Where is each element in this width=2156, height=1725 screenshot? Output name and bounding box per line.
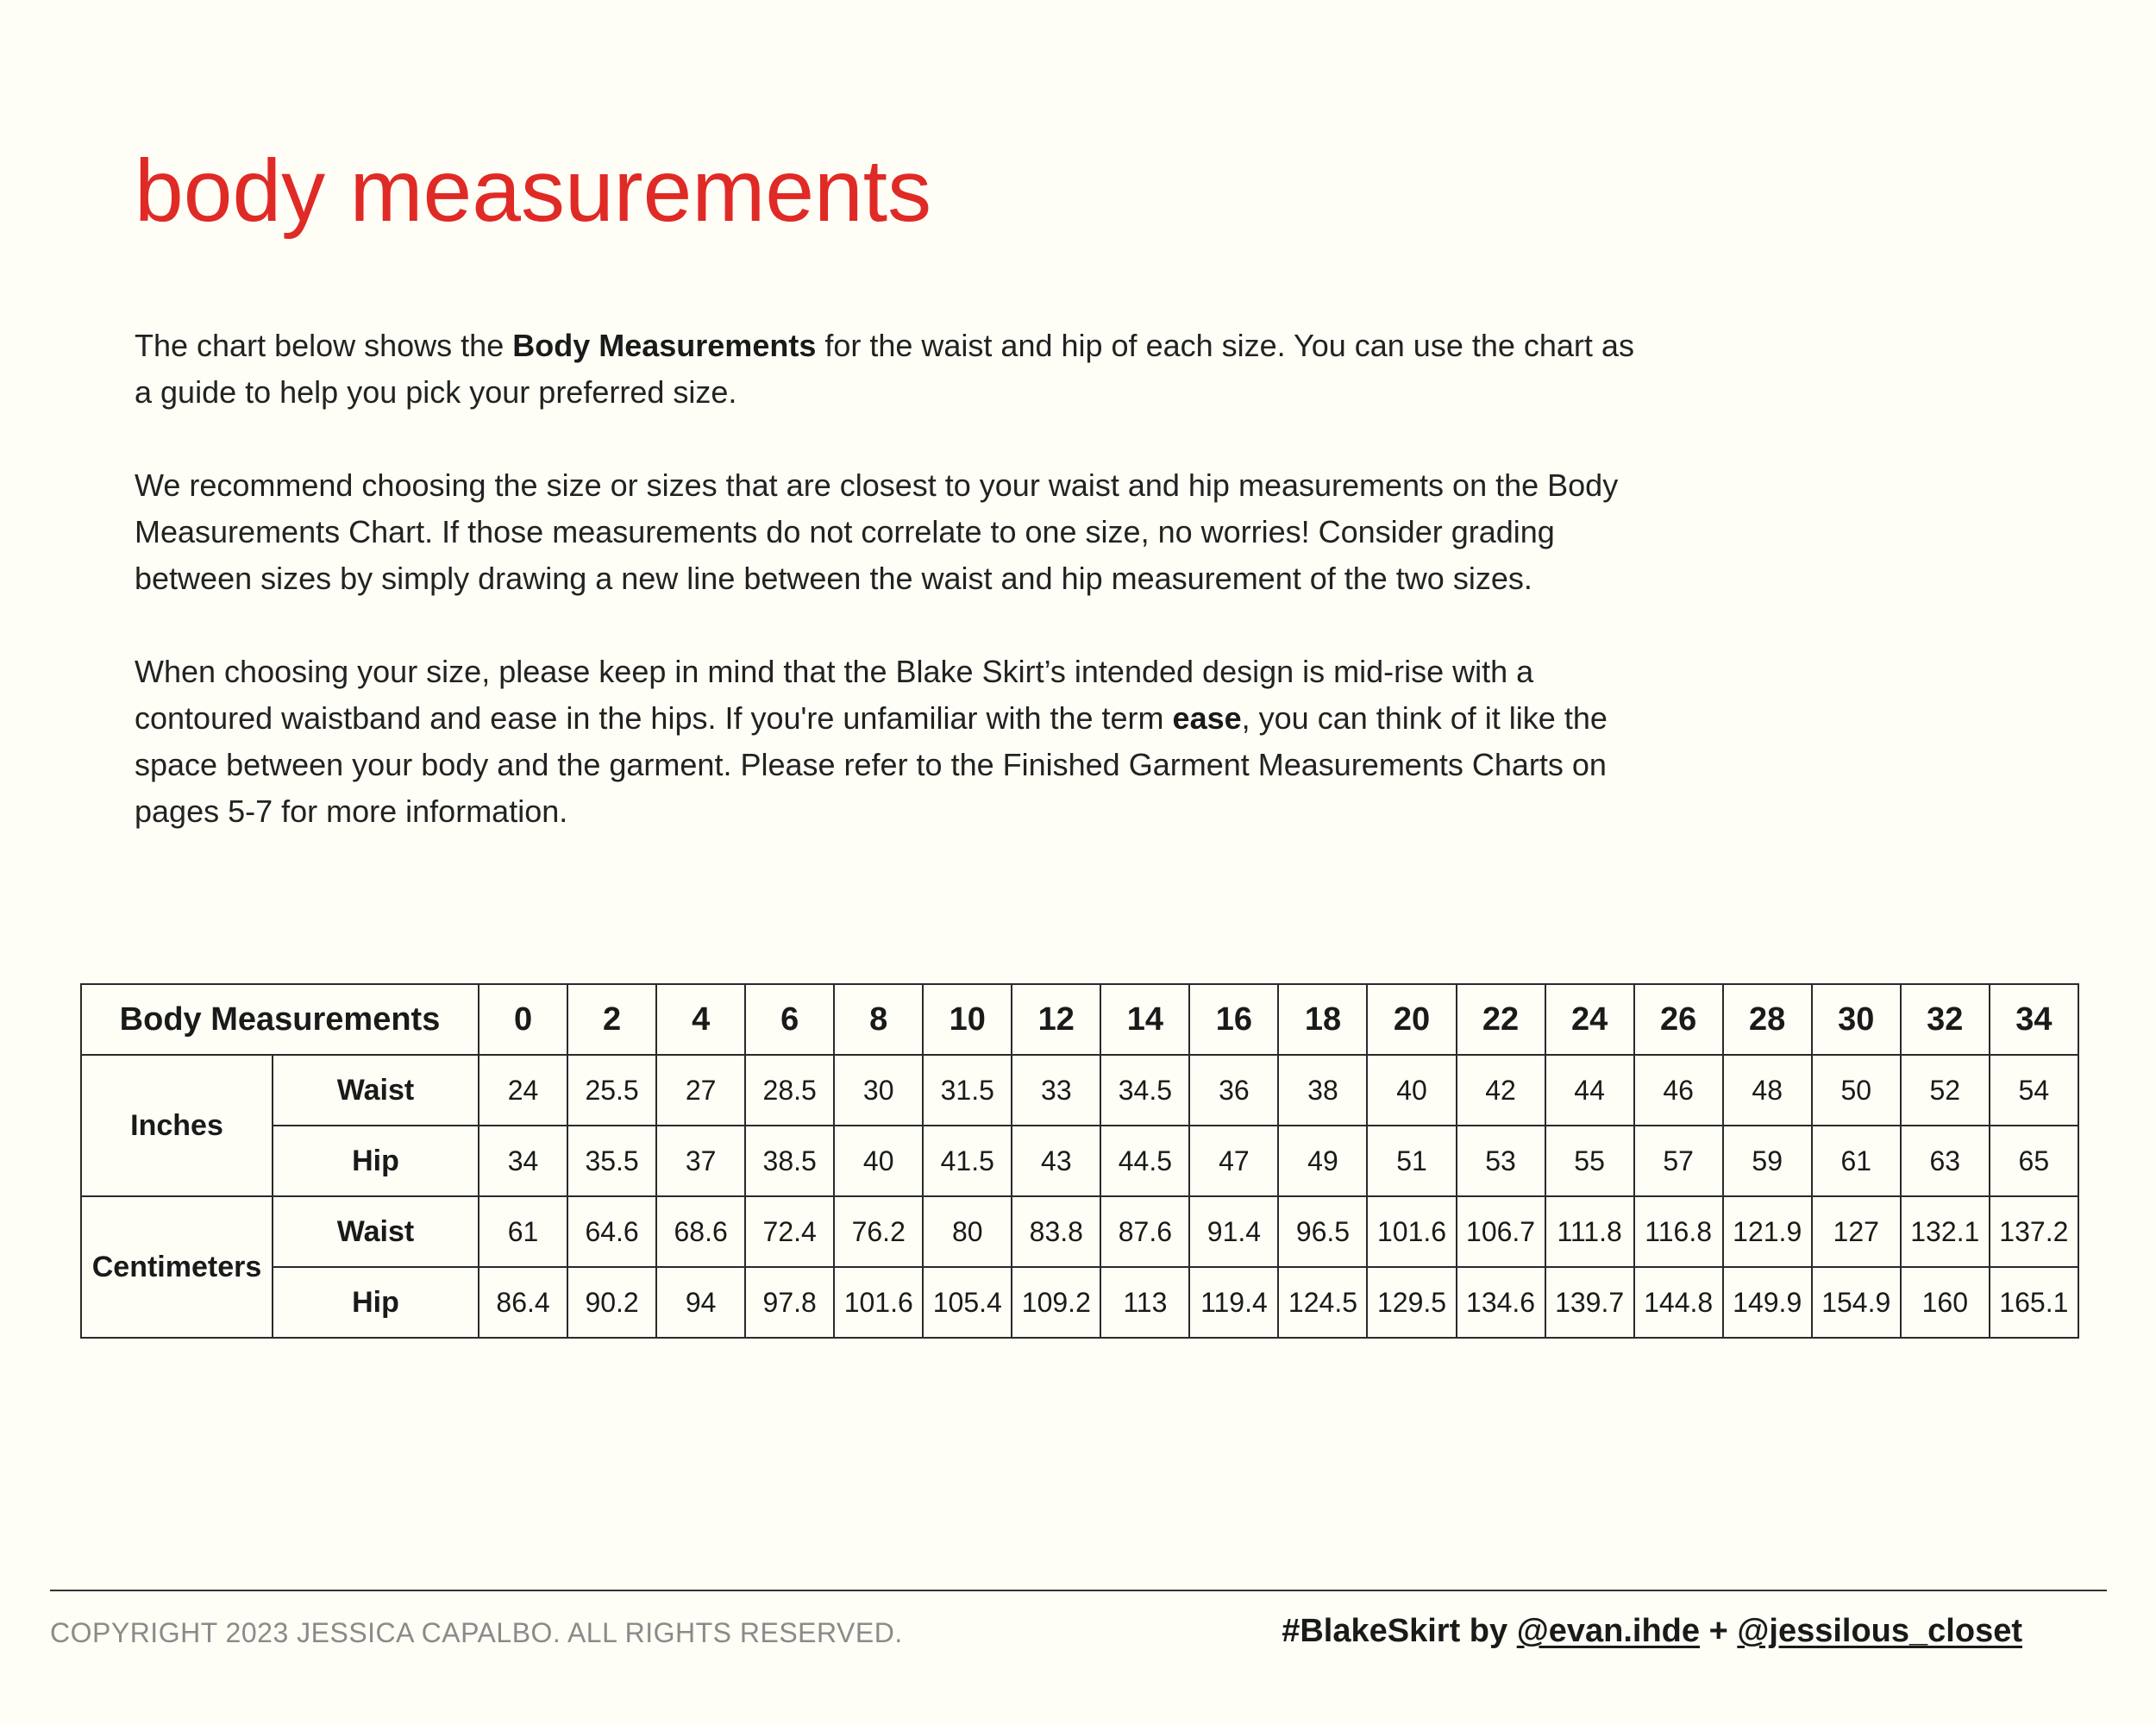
measurement-label: Waist xyxy=(273,1196,479,1267)
measurement-cell: 144.8 xyxy=(1634,1267,1723,1338)
size-header-cell: 22 xyxy=(1457,984,1545,1055)
measurement-cell: 96.5 xyxy=(1278,1196,1367,1267)
measurement-cell: 25.5 xyxy=(567,1055,656,1126)
size-header-cell: 32 xyxy=(1901,984,1990,1055)
intro-text xyxy=(135,323,1652,881)
size-header-cell: 14 xyxy=(1100,984,1189,1055)
measurement-cell: 48 xyxy=(1723,1055,1812,1126)
size-header-cell: 34 xyxy=(1990,984,2078,1055)
plus-separator: + xyxy=(1700,1613,1738,1649)
measurement-cell: 40 xyxy=(834,1126,923,1196)
measurement-cell: 72.4 xyxy=(745,1196,834,1267)
measurement-cell: 49 xyxy=(1278,1126,1367,1196)
measurement-cell: 61 xyxy=(1812,1126,1901,1196)
measurement-cell: 50 xyxy=(1812,1055,1901,1126)
measurement-cell: 37 xyxy=(656,1126,745,1196)
size-header-cell: 16 xyxy=(1189,984,1278,1055)
measurement-cell: 44 xyxy=(1545,1055,1634,1126)
measurement-cell: 40 xyxy=(1367,1055,1456,1126)
measurement-cell: 38 xyxy=(1278,1055,1367,1126)
measurement-cell: 121.9 xyxy=(1723,1196,1812,1267)
measurement-cell: 36 xyxy=(1189,1055,1278,1126)
measurement-cell: 54 xyxy=(1990,1055,2078,1126)
measurement-label: Hip xyxy=(273,1126,479,1196)
size-header-cell: 24 xyxy=(1545,984,1634,1055)
measurement-cell: 35.5 xyxy=(567,1126,656,1196)
size-header-cell: 10 xyxy=(923,984,1012,1055)
measurement-cell: 27 xyxy=(656,1055,745,1126)
table-corner-label: Body Measurements xyxy=(81,984,479,1055)
size-header-cell: 4 xyxy=(656,984,745,1055)
measurement-cell: 160 xyxy=(1901,1267,1990,1338)
measurement-cell: 91.4 xyxy=(1189,1196,1278,1267)
measurement-cell: 154.9 xyxy=(1812,1267,1901,1338)
intro-paragraph-2: We recommend choosing the size or sizes that are closest to your waist and hip measurements on the Body Measurements Chart. If those measurements do not correlate to one size, no worries! Consider grading between sizes by simply drawing a new line between the waist and hip measurement of the two sizes. xyxy=(135,467,1619,596)
measurement-cell: 44.5 xyxy=(1100,1126,1189,1196)
measurement-cell: 43 xyxy=(1012,1126,1100,1196)
measurement-cell: 132.1 xyxy=(1901,1196,1990,1267)
measurement-cell: 111.8 xyxy=(1545,1196,1634,1267)
measurement-cell: 101.6 xyxy=(1367,1196,1456,1267)
measurement-cell: 119.4 xyxy=(1189,1267,1278,1338)
measurement-cell: 64.6 xyxy=(567,1196,656,1267)
measurement-cell: 124.5 xyxy=(1278,1267,1367,1338)
intro-paragraph-3 xyxy=(135,649,1652,835)
measurement-cell: 134.6 xyxy=(1457,1267,1545,1338)
measurement-cell: 63 xyxy=(1901,1126,1990,1196)
measurement-cell: 139.7 xyxy=(1545,1267,1634,1338)
size-header-cell: 28 xyxy=(1723,984,1812,1055)
measurement-cell: 34.5 xyxy=(1100,1055,1189,1126)
measurement-cell: 31.5 xyxy=(923,1055,1012,1126)
measurement-cell: 51 xyxy=(1367,1126,1456,1196)
measurement-cell: 46 xyxy=(1634,1055,1723,1126)
size-header-cell: 12 xyxy=(1012,984,1100,1055)
measurement-cell: 129.5 xyxy=(1367,1267,1456,1338)
measurement-label: Waist xyxy=(273,1055,479,1126)
measurement-cell: 61 xyxy=(479,1196,567,1267)
measurement-cell: 105.4 xyxy=(923,1267,1012,1338)
measurement-cell: 76.2 xyxy=(834,1196,923,1267)
unit-group-label: Centimeters xyxy=(81,1196,273,1338)
measurement-cell: 101.6 xyxy=(834,1267,923,1338)
measurement-cell: 42 xyxy=(1457,1055,1545,1126)
size-header-cell: 30 xyxy=(1812,984,1901,1055)
measurement-cell: 109.2 xyxy=(1012,1267,1100,1338)
unit-group-label: Inches xyxy=(81,1055,273,1196)
measurement-cell: 113 xyxy=(1100,1267,1189,1338)
measurement-cell: 116.8 xyxy=(1634,1196,1723,1267)
size-header-cell: 0 xyxy=(479,984,567,1055)
measurement-cell: 149.9 xyxy=(1723,1267,1812,1338)
measurement-cell: 87.6 xyxy=(1100,1196,1189,1267)
measurement-cell: 94 xyxy=(656,1267,745,1338)
page-title: body measurements xyxy=(135,141,932,240)
measurement-cell: 65 xyxy=(1990,1126,2078,1196)
table-row xyxy=(81,1055,2078,1126)
table-body xyxy=(81,1055,2078,1338)
measurement-cell: 34 xyxy=(479,1126,567,1196)
measurement-cell: 33 xyxy=(1012,1055,1100,1126)
size-header-cell: 8 xyxy=(834,984,923,1055)
measurement-cell: 86.4 xyxy=(479,1267,567,1338)
intro-p3-bold: ease xyxy=(1172,700,1242,736)
hashtag-text: #BlakeSkirt by xyxy=(1282,1613,1517,1649)
measurement-cell: 38.5 xyxy=(745,1126,834,1196)
size-header-cell: 18 xyxy=(1278,984,1367,1055)
measurement-cell: 55 xyxy=(1545,1126,1634,1196)
measurement-cell: 30 xyxy=(834,1055,923,1126)
measurement-cell: 24 xyxy=(479,1055,567,1126)
measurement-cell: 41.5 xyxy=(923,1126,1012,1196)
handle-link-jessilous[interactable]: @jessilous_closet xyxy=(1737,1613,2022,1649)
footer-divider xyxy=(50,1590,2107,1591)
measurement-cell: 127 xyxy=(1812,1196,1901,1267)
measurement-cell: 106.7 xyxy=(1457,1196,1545,1267)
measurement-cell: 90.2 xyxy=(567,1267,656,1338)
intro-p1-text-start: The chart below shows the xyxy=(135,328,513,363)
table-row xyxy=(81,1196,2078,1267)
body-measurements-table xyxy=(80,983,2079,1339)
handle-link-evan[interactable]: @evan.ihde xyxy=(1516,1613,1701,1649)
intro-p1-text-end: for the waist and hip of each size. You can use the chart as a guide to help you pick your preferred size. xyxy=(135,328,1634,410)
measurement-cell: 59 xyxy=(1723,1126,1812,1196)
measurement-cell: 28.5 xyxy=(745,1055,834,1126)
table-row xyxy=(81,1267,2078,1338)
table-header-row xyxy=(81,984,2078,1055)
measurement-cell: 137.2 xyxy=(1990,1196,2078,1267)
intro-paragraph-1 xyxy=(135,323,1652,416)
measurement-cell: 47 xyxy=(1189,1126,1278,1196)
intro-p3-text-end: , you can think of it like the space between your body and the garment. Please refer to the Finished Garment Measurements Charts on pages 5-7 for more information. xyxy=(135,700,1608,829)
size-header-cell: 20 xyxy=(1367,984,1456,1055)
measurement-cell: 57 xyxy=(1634,1126,1723,1196)
measurement-cell: 83.8 xyxy=(1012,1196,1100,1267)
intro-p3-text-start: When choosing your size, please keep in mind that the Blake Skirt’s intended design is mid-rise with a contoured waistband and ease in the hips. If you're unfamiliar with the term xyxy=(135,654,1534,736)
footer-credits xyxy=(1282,1613,2022,1650)
measurement-cell: 68.6 xyxy=(656,1196,745,1267)
size-header-cell: 26 xyxy=(1634,984,1723,1055)
measurement-cell: 80 xyxy=(923,1196,1012,1267)
measurement-cell: 97.8 xyxy=(745,1267,834,1338)
measurement-cell: 53 xyxy=(1457,1126,1545,1196)
measurement-cell: 52 xyxy=(1901,1055,1990,1126)
table-row xyxy=(81,1126,2078,1196)
size-header-cell: 2 xyxy=(567,984,656,1055)
intro-p1-bold: Body Measurements xyxy=(512,328,817,363)
measurement-label: Hip xyxy=(273,1267,479,1338)
copyright-text: COPYRIGHT 2023 JESSICA CAPALBO. ALL RIGHTS RESERVED. xyxy=(50,1617,903,1648)
measurement-cell: 165.1 xyxy=(1990,1267,2078,1338)
size-header-cell: 6 xyxy=(745,984,834,1055)
